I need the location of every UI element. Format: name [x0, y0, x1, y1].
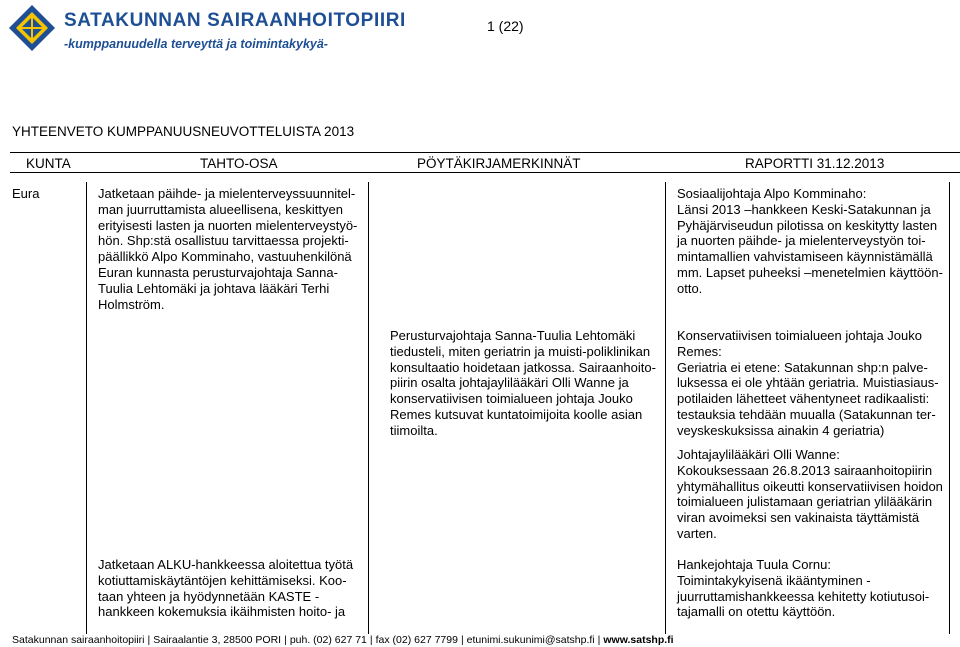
column-divider: [949, 182, 950, 634]
text-line: mm. Lapset puheeksi –menetelmien käyttöön-: [677, 264, 943, 280]
text-line: tajamalli on otettu käyttöön.: [677, 604, 836, 620]
text-line: potilaiden lähetteet vähentyneet radikaalisti:: [677, 391, 930, 407]
org-name: SATAKUNNAN SAIRAANHOITOPIIRI: [64, 10, 406, 31]
column-divider: [665, 182, 666, 634]
raportti-cell-2: [677, 328, 939, 439]
text-line: päällikkö Alpo Komminaho, vastuuhenkilönä: [98, 249, 352, 265]
text-line: Konservatiivisen toimialueen johtaja Jouko: [677, 328, 922, 343]
text-line: ja nuorten päihde- ja mielenterveystyön toi-: [677, 233, 926, 249]
text-line: Tuulia Lehtomäki ja johtava lääkäri Terhi: [98, 280, 330, 296]
text-line: varten.: [677, 525, 717, 541]
footer-fax: fax (02) 627 7799: [375, 634, 458, 646]
text-line: toimialueen julistamaan geriatrian ylilääkärin: [677, 494, 933, 510]
document-title: YHTEENVETO KUMPPANUUSNEUVOTTELUISTA 2013: [12, 124, 355, 139]
column-divider: [368, 182, 369, 634]
text-line: piirin osalta johtajaylilääkäri Olli Wanne ja: [390, 375, 629, 391]
text-line: Remes kutsuvat kuntatoimijoita koolle asian: [390, 406, 643, 422]
text-line: tiimoilta.: [390, 422, 438, 438]
column-header-tahto-osa: TAHTO-OSA: [200, 156, 278, 171]
text-line: hön. Shp:stä osallistuu tarvittaessa projekti-: [98, 233, 349, 249]
footer: Satakunnan sairaanhoitopiiri | Sairaalantie 3, 28500 PORI | puh. (02) 627 71 | fax (02) 627 7799 | etunimi.sukunimi@satshp.fi | www.satshp.fi: [12, 634, 674, 646]
logo-icon: [8, 4, 56, 52]
text-line: testauksia tehdään muualla (Satakunnan ter-: [677, 406, 936, 422]
text-line: Geriatria ei etene: Satakunnan shp:n palve-: [677, 359, 928, 375]
text-line: hankkeen kokemuksia ikäihmisten hoito- ja: [98, 604, 346, 620]
footer-phone: puh. (02) 627 71: [289, 634, 367, 646]
text-line: Länsi 2013 –hankkeen Keski-Satakunnan ja: [677, 201, 931, 217]
municipality-cell: Eura: [12, 186, 40, 201]
text-line: Toimintakykyisenä ikääntyminen -: [677, 572, 871, 588]
text-line: Remes:: [677, 343, 722, 359]
page-number: 1 (22): [487, 18, 524, 34]
text-line: veyskeskuksissa ainakin 4 geriatria): [677, 422, 885, 438]
text-line: man juurruttamista alueellisena, keskittyen: [98, 201, 343, 217]
text-line: tiedusteli, miten geriatrin ja muisti-poliklinikan: [390, 343, 651, 359]
text-line: otto.: [677, 280, 703, 296]
column-header-poytakirjamerkinnat: PÖYTÄKIRJAMERKINNÄT: [417, 156, 581, 171]
table-top-rule: [10, 152, 960, 153]
text-line: Pyhäjärviseudun pilotissa on keskitytty lasten: [677, 217, 938, 233]
text-line: viran avoimeksi sen vakinaista täyttämistä: [677, 510, 920, 526]
raportti-cell-3: [677, 447, 943, 542]
text-line: Holmström.: [98, 296, 165, 312]
table-header-rule: [10, 172, 960, 173]
footer-org: Satakunnan sairaanhoitopiiri: [12, 634, 145, 646]
footer-address: Sairaalantie 3, 28500 PORI: [153, 634, 282, 646]
text-line: konservatiivisen toimialueen johtaja Jouko: [390, 391, 633, 407]
org-slogan: -kumppanuudella terveyttä ja toimintakykyä-: [64, 37, 328, 51]
column-header-kunta: KUNTA: [26, 156, 71, 171]
text-line: Johtajaylilääkäri Olli Wanne:: [677, 447, 840, 462]
footer-web-link[interactable]: www.satshp.fi: [603, 634, 674, 646]
column-divider: [86, 182, 87, 634]
text-line: kotiuttamiskäytäntöjen kehittämiseksi. Koo-: [98, 572, 347, 588]
footer-email[interactable]: etunimi.sukunimi@satshp.fi: [466, 634, 595, 646]
text-line: yhtymähallitus oikeutti konservatiivisen hoidon: [677, 478, 943, 494]
text-line: taan yhteen ja hyödynnetään KASTE -: [98, 588, 320, 604]
text-line: erityisesti lasten ja nuorten mielenterveystyö-: [98, 217, 358, 233]
text-line: Perusturvajohtaja Sanna-Tuulia Lehtomäki: [390, 328, 636, 343]
text-line: juurruttamishankkeessa kehitetty kotiutusoi-: [677, 588, 930, 604]
text-line: Hankejohtaja Tuula Cornu:: [677, 557, 831, 572]
text-line: konsultaatio hoidetaan jatkossa. Sairaanhoito-: [390, 359, 656, 375]
text-line: Euran kunnasta perusturvajohtaja Sanna-: [98, 264, 338, 280]
column-header-raportti: RAPORTTI 31.12.2013: [745, 156, 885, 171]
raportti-cell-4: [677, 557, 929, 620]
tahto-cell-4: [98, 557, 353, 620]
text-line: luksessa ei ole yhtään geriatria. Muistiasiaus-: [677, 375, 939, 391]
text-line: Kokouksessaan 26.8.2013 sairaanhoitopiirin: [677, 462, 933, 478]
tahto-cell-1: [98, 186, 357, 312]
raportti-cell-1: [677, 186, 943, 297]
text-line: Sosiaalijohtaja Alpo Komminaho:: [677, 186, 867, 201]
text-line: Jatketaan ALKU-hankkeessa aloitettua työtä: [98, 557, 354, 572]
text-line: Jatketaan päihde- ja mielenterveyssuunnitel-: [98, 186, 356, 201]
poytakirja-cell-2: [390, 328, 656, 439]
text-line: mintamallien vahvistamiseen käynnistämällä: [677, 249, 933, 265]
